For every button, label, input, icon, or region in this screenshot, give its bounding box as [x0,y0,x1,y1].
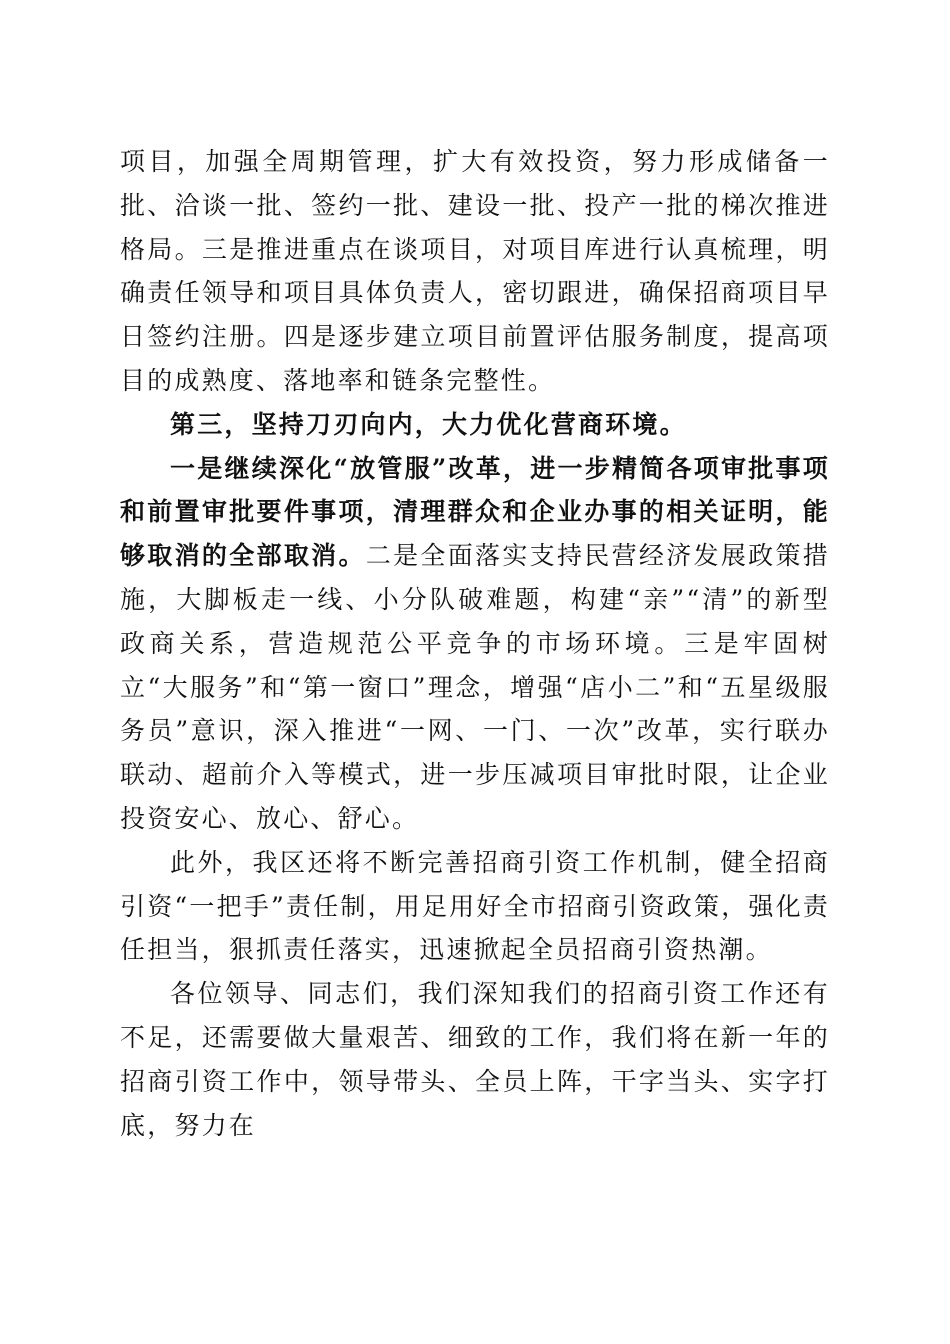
paragraph-continuation: 项目，加强全周期管理，扩大有效投资，努力形成储备一批、洽谈一批、签约一批、建设一批、投产一批的梯次推进格局。三是推进重点在谈项目，对项目库进行认真梳理，明确责任领导和项目具体负责人，密切跟进，确保招商项目早日签约注册。四是逐步建立项目前置评估服务制度，提高项目的成熟度、落地率和链条完整性。 [120,147,830,395]
paragraph-lead-sentence: 一是继续深化“放管服”改革，进一步精简各项审批事项和前置审批要件事项，清理群众和企业办事的相关证明，能够取消的全部取消。 [120,453,830,571]
section-heading: 第三，坚持刀刃向内，大力优化营商环境。 [170,409,687,439]
paragraph-closing: 各位领导、同志们，我们深知我们的招商引资工作还有不足，还需要做大量艰苦、细致的工作，我们将在新一年的招商引资工作中，领导带头、全员上阵，干字当头、实字打底，努力在 [120,979,830,1140]
paragraph-body-text: 二是全面落实支持民营经济发展政策措施，大脚板走一线、小分队破难题，构建“亲”“清”的新型政商关系，营造规范公平竞争的市场环境。三是牢固树立“大服务”和“第一窗口”理念，增强“店小二”和“五星级服务员”意识，深入推进“一网、一门、一次”改革，实行联办联动、超前介入等模式，进一步压减项目审批时限，让企业投资安心、放心、舒心。 [120,541,830,833]
paragraph-measures [120,447,830,841]
paragraph-additional: 此外，我区还将不断完善招商引资工作机制，健全招商引资“一把手”责任制，用足用好全市招商引资政策，强化责任担当，狠抓责任落实，迅速掀起全员招商引资热潮。 [120,847,830,965]
document-body [120,140,830,1147]
